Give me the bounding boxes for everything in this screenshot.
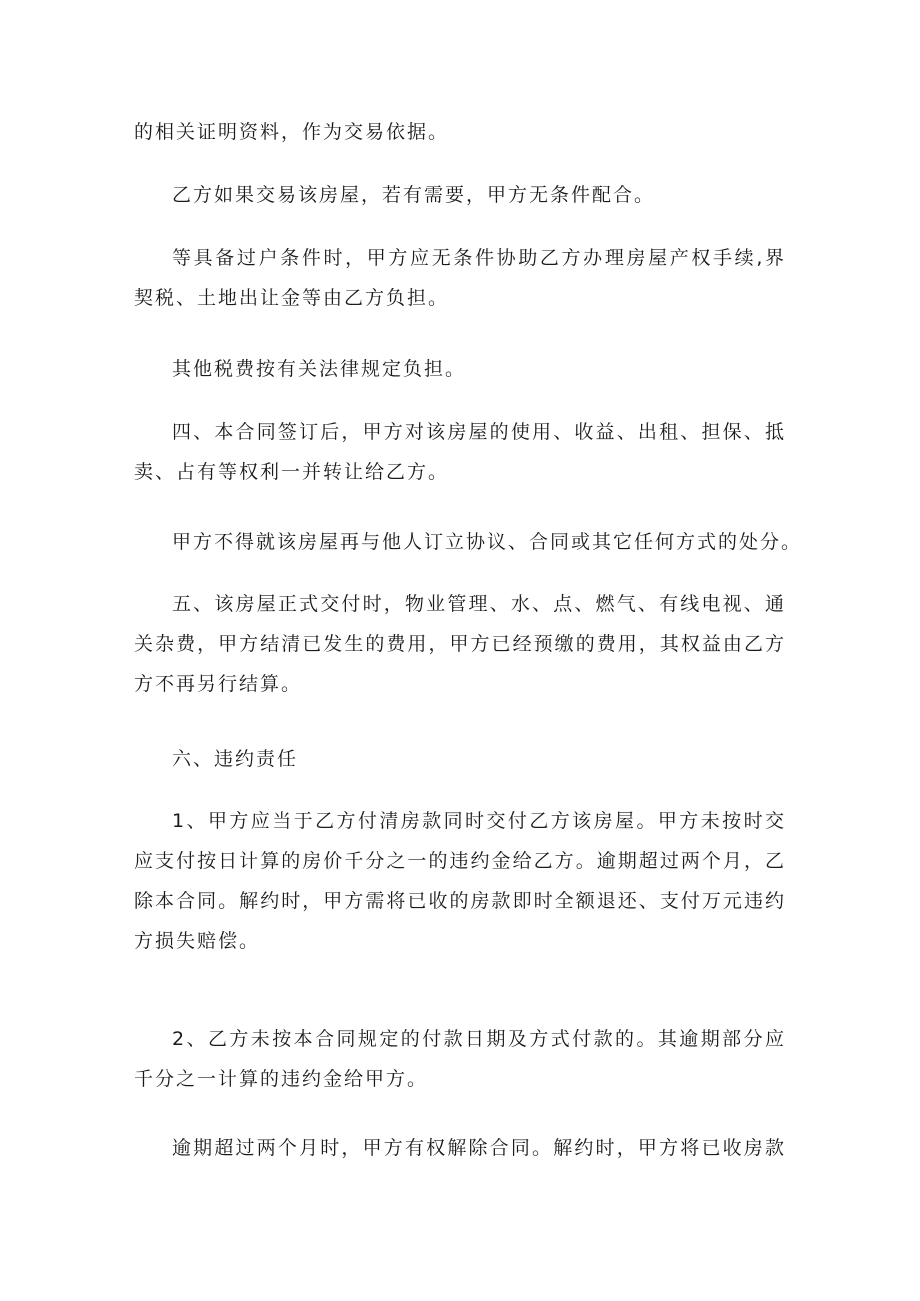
- paragraph-line: 逾期超过两个月时，甲方有权解除合同。解约时，甲方将已收房款: [172, 1137, 786, 1159]
- paragraph-line: 千分之一计算的违约金给甲方。: [134, 1068, 429, 1090]
- paragraph-line: 其他税费按有关法律规定负担。: [172, 358, 467, 380]
- paragraph-line: 1、甲方应当于乙方付清房款同时交付乙方该房屋。甲方未按时交: [172, 810, 786, 832]
- paragraph-line: 关杂费，甲方结清已发生的费用，甲方已经预缴的费用，其权益由乙方: [134, 633, 786, 655]
- paragraph-line: 契税、土地出让金等由乙方负担。: [134, 287, 450, 309]
- paragraph-0: [134, 112, 786, 152]
- paragraph-line: 等具备过户条件时，甲方应无条件协助乙方办理房屋产权手续,界: [172, 247, 786, 269]
- paragraph-line: 卖、占有等权利一并转让给乙方。: [134, 461, 450, 483]
- paragraph-10: [134, 1128, 786, 1168]
- paragraph-4: [134, 412, 786, 492]
- paragraph-1: [134, 175, 786, 215]
- paragraph-8: [134, 801, 786, 961]
- section-heading: [134, 739, 786, 779]
- paragraph-line: 方损失赔偿。: [134, 930, 261, 952]
- paragraph-2: [134, 238, 786, 318]
- paragraph-line: 六、违约责任: [172, 748, 299, 770]
- paragraph-line: 五、该房屋正式交付时，物业管理、水、点、燃气、有线电视、通: [172, 593, 786, 615]
- paragraph-5: [134, 522, 803, 562]
- paragraph-line: 2、乙方未按本合同规定的付款日期及方式付款的。其逾期部分应: [172, 1028, 786, 1050]
- paragraph-line: 方不再另行结算。: [134, 673, 303, 695]
- paragraph-line: 四、本合同签订后，甲方对该房屋的使用、收益、出租、担保、抵: [172, 421, 786, 443]
- paragraph-3: [134, 349, 786, 389]
- paragraph-line: 除本合同。解约时，甲方需将已收的房款即时全额退还、支付万元违约: [134, 890, 786, 912]
- paragraph-6: [134, 584, 786, 704]
- paragraph-line: 乙方如果交易该房屋，若有需要，甲方无条件配合。: [172, 184, 656, 206]
- paragraph-line: 应支付按日计算的房价千分之一的违约金给乙方。逾期超过两个月，乙: [134, 850, 786, 872]
- paragraph-9: [134, 1019, 786, 1099]
- paragraph-line: 的相关证明资料，作为交易依据。: [134, 121, 450, 143]
- paragraph-line: 甲方不得就该房屋再与他人订立协议、合同或其它任何方式的处分。: [172, 531, 803, 553]
